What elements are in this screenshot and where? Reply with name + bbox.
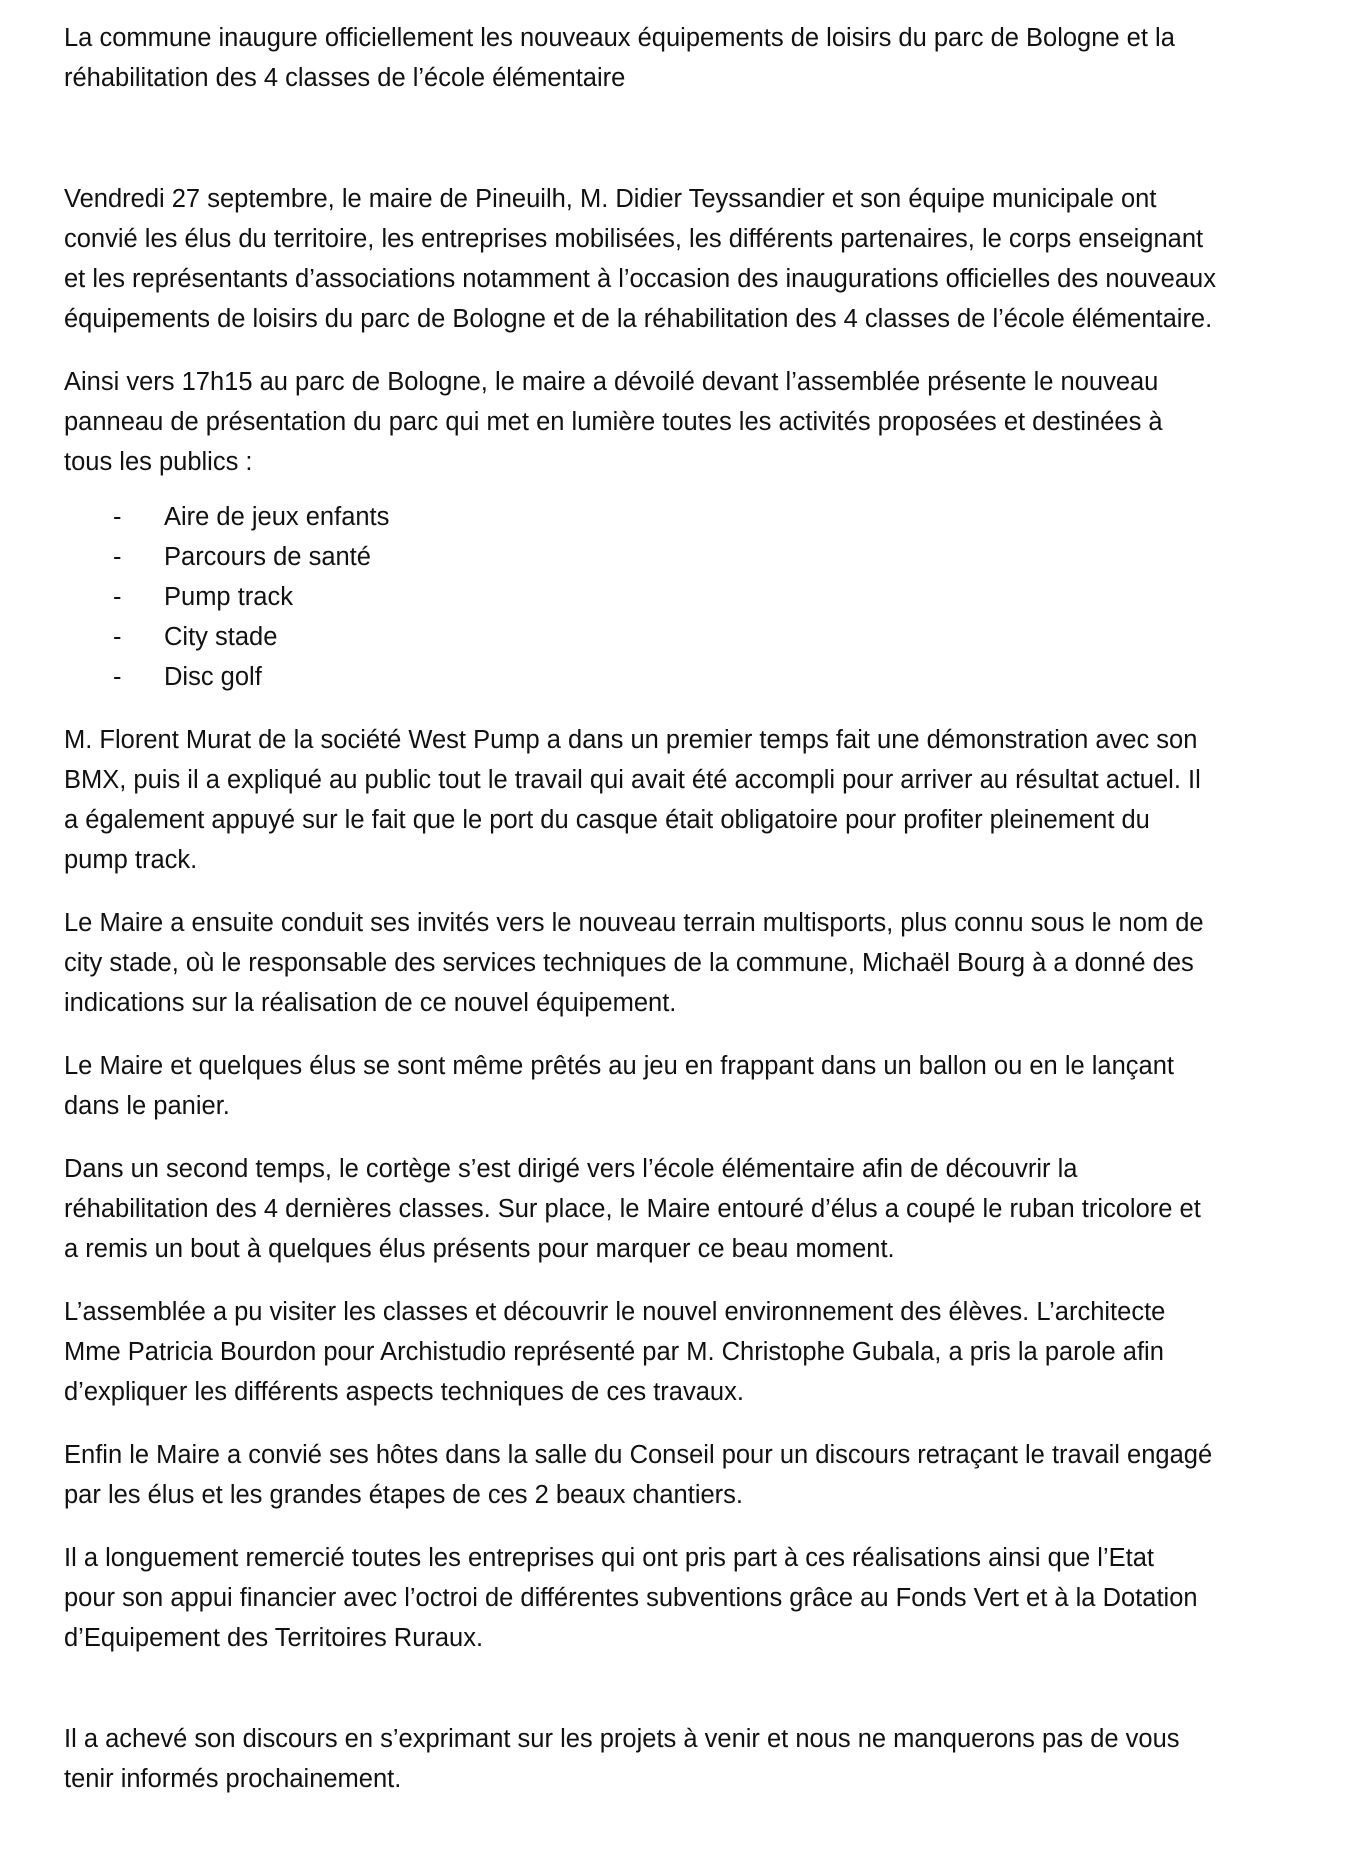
text-line: Le Maire et quelques élus se sont même prêtés au jeu en frappant dans un ballon ou en le lançant [64, 1052, 1174, 1080]
text-line: L’assemblée a pu visiter les classes et découvrir le nouvel environnement des élèves. L’architecte [64, 1298, 1166, 1326]
text-line: convié les élus du territoire, les entreprises mobilisées, les différents partenaires, le corps enseignant [64, 225, 1204, 253]
bullet-dash: - [113, 543, 122, 571]
list-item [64, 657, 1344, 697]
document-title [64, 18, 1344, 98]
text-line: par les élus et les grandes étapes de ces 2 beaux chantiers. [64, 1481, 743, 1509]
text-line: M. Florent Murat de la société West Pump a dans un premier temps fait une démonstration avec son [64, 726, 1198, 754]
paragraph-west-pump [64, 720, 1344, 880]
list-item-label: Disc golf [164, 663, 262, 691]
paragraph-city-stade [64, 903, 1344, 1023]
text-line: Il a achevé son discours en s’exprimant sur les projets à venir et nous ne manquerons pas de vous [64, 1725, 1180, 1753]
text-line: a également appuyé sur le fait que le port du casque était obligatoire pour profiter pleinement du [64, 806, 1150, 834]
paragraph-conclusion [64, 1719, 1344, 1799]
text-line: Le Maire a ensuite conduit ses invités vers le nouveau terrain multisports, plus connu sous le nom de [64, 909, 1204, 937]
text-line: et les représentants d’associations notamment à l’occasion des inaugurations officielles des nouveaux [64, 265, 1216, 293]
paragraph-architecte [64, 1292, 1344, 1412]
bullet-dash: - [113, 583, 122, 611]
text-line: tous les publics : [64, 448, 253, 476]
text-line: pour son appui financier avec l’octroi de différentes subventions grâce au Fonds Vert et à la Dotation [64, 1584, 1198, 1612]
text-line: Enfin le Maire a convié ses hôtes dans la salle du Conseil pour un discours retraçant le travail engagé [64, 1441, 1213, 1469]
list-item-label: Parcours de santé [164, 543, 371, 571]
list-item [64, 577, 1344, 617]
activities-list [64, 497, 1344, 697]
paragraph-intro [64, 179, 1344, 339]
text-line: équipements de loisirs du parc de Bologne et de la réhabilitation des 4 classes de l’école élémentaire. [64, 305, 1213, 333]
text-line: Ainsi vers 17h15 au parc de Bologne, le maire a dévoilé devant l’assemblée présente le nouveau [64, 368, 1159, 396]
paragraph-ballon [64, 1046, 1344, 1126]
paragraph-discours [64, 1435, 1344, 1515]
list-item-label: Pump track [164, 583, 293, 611]
list-item-label: City stade [164, 623, 278, 651]
list-item [64, 537, 1344, 577]
text-line: d’expliquer les différents aspects techniques de ces travaux. [64, 1378, 744, 1406]
list-item [64, 497, 1344, 537]
paragraph-ecole [64, 1149, 1344, 1269]
text-line: La commune inaugure officiellement les nouveaux équipements de loisirs du parc de Bologne et la [64, 24, 1175, 52]
bullet-dash: - [113, 623, 122, 651]
text-line: dans le panier. [64, 1092, 230, 1120]
list-item [64, 617, 1344, 657]
text-line: indications sur la réalisation de ce nouvel équipement. [64, 989, 677, 1017]
text-line: réhabilitation des 4 classes de l’école élémentaire [64, 64, 626, 92]
text-line: tenir informés prochainement. [64, 1765, 402, 1793]
bullet-dash: - [113, 503, 122, 531]
text-line: panneau de présentation du parc qui met en lumière toutes les activités proposées et destinées à [64, 408, 1163, 436]
bullet-dash: - [113, 663, 122, 691]
paragraph-parc [64, 362, 1344, 482]
list-item-label: Aire de jeux enfants [164, 503, 390, 531]
text-line: réhabilitation des 4 dernières classes. Sur place, le Maire entouré d’élus a coupé le ruban tricolore et [64, 1195, 1201, 1223]
text-line: d’Equipement des Territoires Ruraux. [64, 1624, 484, 1652]
text-line: Vendredi 27 septembre, le maire de Pineuilh, M. Didier Teyssandier et son équipe municipale ont [64, 185, 1157, 213]
text-line: BMX, puis il a expliqué au public tout le travail qui avait été accompli pour arriver au résultat actuel. Il [64, 766, 1201, 794]
text-line: Dans un second temps, le cortège s’est dirigé vers l’école élémentaire afin de découvrir la [64, 1155, 1078, 1183]
paragraph-remerciements [64, 1538, 1344, 1658]
text-line: Il a longuement remercié toutes les entreprises qui ont pris part à ces réalisations ainsi que l’Etat [64, 1544, 1154, 1572]
document-page [64, 18, 1344, 1799]
text-line: city stade, où le responsable des services techniques de la commune, Michaël Bourg à a donné des [64, 949, 1194, 977]
text-line: pump track. [64, 846, 198, 874]
text-line: a remis un bout à quelques élus présents pour marquer ce beau moment. [64, 1235, 895, 1263]
text-line: Mme Patricia Bourdon pour Archistudio représenté par M. Christophe Gubala, a pris la parole afin [64, 1338, 1164, 1366]
